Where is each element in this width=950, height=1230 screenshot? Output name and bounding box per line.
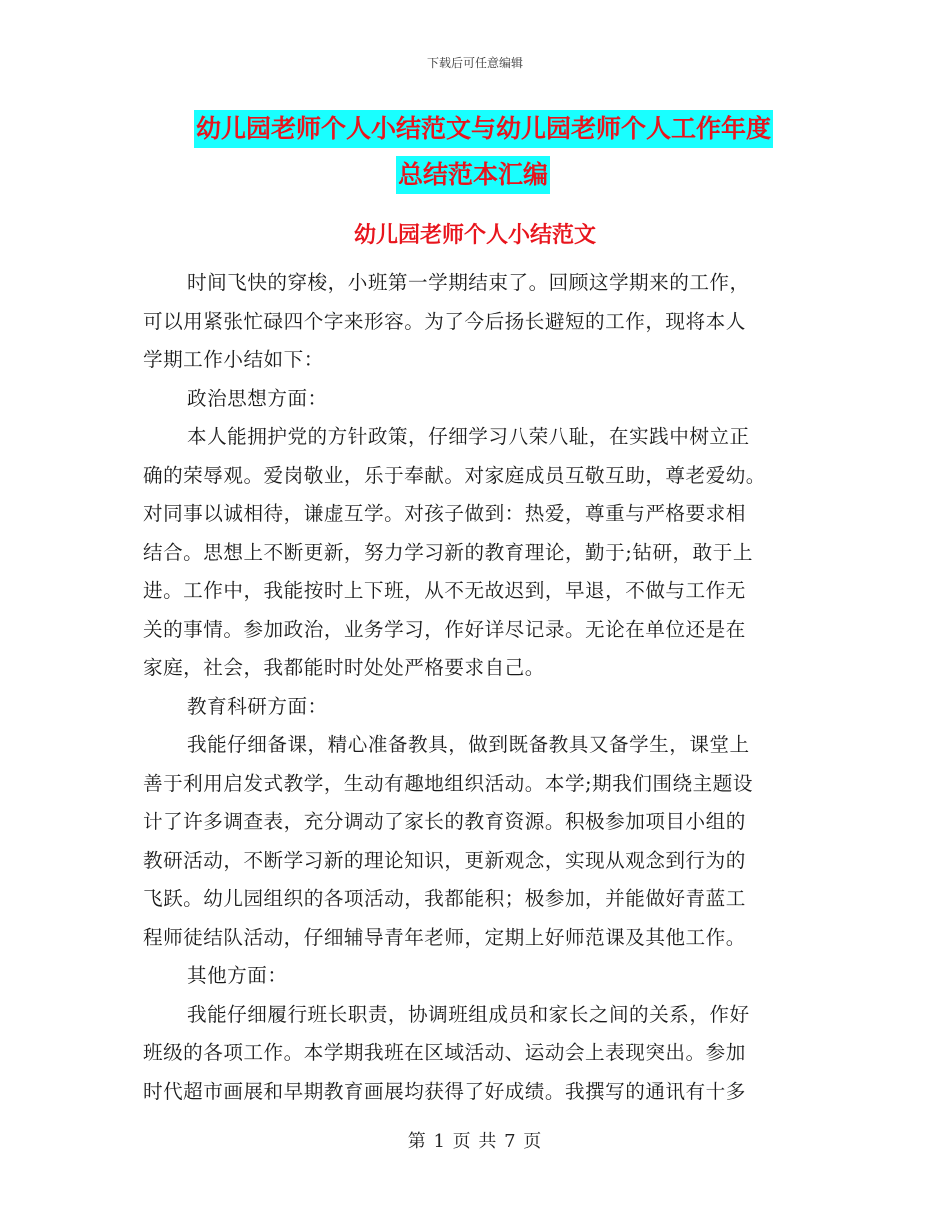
paragraph-line: 学期工作小结如下：	[143, 348, 324, 371]
paragraph-line: 程师徒结队活动，仔细辅导青年老师，定期上好师范课及其他工作。	[143, 925, 746, 949]
paragraph-line: 时代超市画展和早期教育画展均获得了好成绩。我撰写的通讯有十多	[143, 1079, 746, 1103]
paragraph-line: 可以用紧张忙碌四个字来形容。为了今后扬长避短的工作，现将本人	[143, 309, 746, 333]
paragraph	[143, 418, 808, 688]
paragraph	[143, 957, 808, 996]
paragraph-line: 进。工作中，我能按时上下班，从不无故迟到，早退，不做与工作无	[143, 579, 746, 602]
paragraph-line: 关的事情。参加政治，业务学习，作好详尽记录。无论在单位还是在	[143, 617, 746, 641]
paragraph-line: 其他方面：	[187, 964, 288, 987]
paragraph-line: 善于利用启发式教学，生动有趣地组织活动。本学;期我们围绕主题设	[143, 771, 753, 795]
paragraph-line: 计了许多调查表，充分调动了家长的教育资源。积极参加项目小组的	[143, 810, 746, 833]
paragraph-line: 政治思想方面：	[187, 386, 328, 410]
paragraph	[143, 688, 808, 727]
paragraph-line: 确的荣辱观。爱岗敬业，乐于奉献。对家庭成员互敬互助，尊老爱幼。	[143, 463, 766, 487]
paragraph-line: 本人能拥护党的方针政策，仔细学习八荣八耻，在实践中树立正	[187, 425, 750, 448]
paragraph-line: 家庭，社会，我都能时时处处严格要求自己。	[143, 656, 545, 679]
paragraph-line: 我能仔细履行班长职责，协调班组成员和家长之间的关系，作好	[187, 1002, 750, 1026]
paragraph-line: 我能仔细备课，精心准备教具，做到既备教具又备学生，课堂上	[187, 733, 750, 756]
paragraph	[143, 726, 808, 957]
section-subtitle: 幼儿园老师个人小结范文	[353, 223, 596, 248]
paragraph-line: 班级的各项工作。本学期我班在区域活动、运动会上表现突出。参加	[143, 1041, 746, 1064]
title-line-2: 总结范本汇编	[396, 156, 550, 194]
paragraph-line: 时间飞快的穿梭，小班第一学期结束了。回顾这学期来的工作，	[187, 271, 750, 294]
page-footer: 第 1 页 共 7 页	[407, 1131, 543, 1152]
paragraph-line: 结合。思想上不断更新，努力学习新的教育理论，勤于;钻研，敢于上	[143, 540, 753, 564]
title-line-1: 幼儿园老师个人小结范文与幼儿园老师个人工作年度	[194, 110, 773, 148]
header-note: 下载后可任意编辑	[426, 56, 523, 70]
paragraph	[143, 996, 808, 1112]
paragraph-line: 教研活动，不断学习新的理论知识，更新观念，实现从观念到行为的	[143, 848, 746, 872]
paragraph-line: 飞跃。幼儿园组织的各项活动，我都能积；极参加，并能做好青蓝工	[143, 887, 746, 910]
paragraph	[143, 380, 808, 419]
paragraph-line: 对同事以诚相待，谦虚互学。对孩子做到：热爱，尊重与严格要求相	[143, 502, 746, 525]
paragraph-line: 教育科研方面：	[187, 694, 328, 718]
paragraph	[143, 264, 808, 380]
document-body	[143, 264, 808, 1111]
